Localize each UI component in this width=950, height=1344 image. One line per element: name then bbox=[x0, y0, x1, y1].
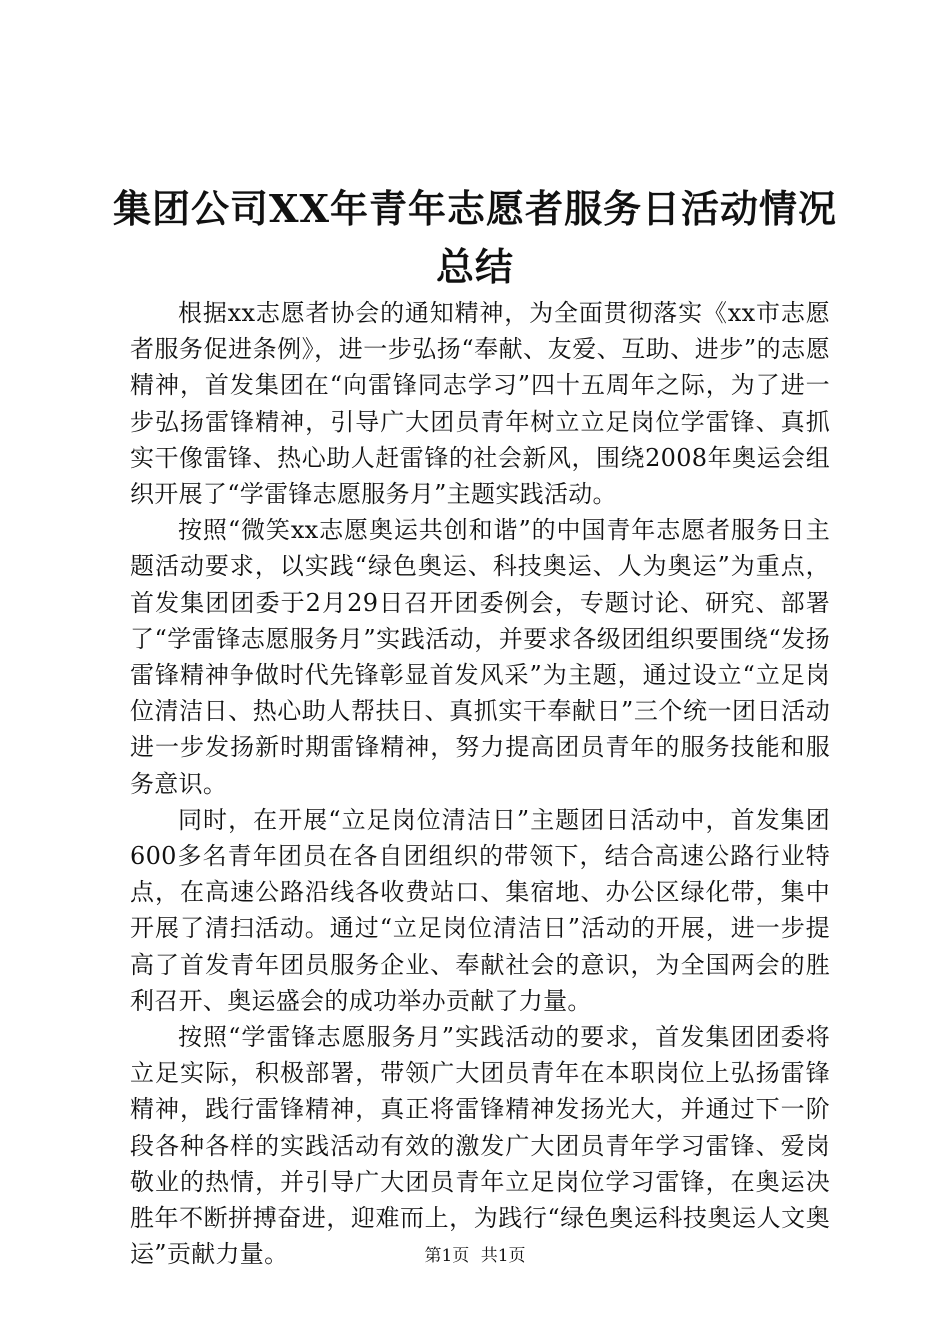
paragraph-1: 根据xx志愿者协会的通知精神，为全面贯彻落实《xx市志愿者服务促进条例》，进一步弘扬“奉献、友爱、互助、进步”的志愿精神，首发集团在“向雷锋同志学习”四十五周年之际，为了进一步弘扬雷锋精神，引导广大团员青年树立立足岗位学雷锋、真抓实干像雷锋、热心助人赶雷锋的社会新风，围绕2008年奥运会组织开展了“学雷锋志愿服务月”主题实践活动。 bbox=[130, 299, 830, 509]
paragraph-2: 按照“微笑xx志愿奥运共创和谐”的中国青年志愿者服务日主题活动要求，以实践“绿色奥运、科技奥运、人为奥运”为重点，首发集团团委于2月29日召开团委例会，专题讨论、研究、部署了“学雷锋志愿服务月”实践活动，并要求各级团组织要围绕“发扬雷锋精神争做时代先锋彰显首发风采”为主题，通过设立“立足岗位清洁日、热心助人帮扶日、真抓实干奉献日”三个统一团日活动进一步发扬新时期雷锋精神，努力提高团员青年的服务技能和服务意识。 bbox=[130, 516, 830, 798]
document-body bbox=[130, 295, 830, 1272]
page-total: 共1页 bbox=[480, 1246, 526, 1266]
page-number: 第1页 bbox=[424, 1246, 470, 1266]
page-title: 集团公司XX年青年志愿者服务日活动情况总结 bbox=[113, 186, 837, 289]
paragraph-4: 按照“学雷锋志愿服务月”实践活动的要求，首发集团团委将立足实际，积极部署，带领广大团员青年在本职岗位上弘扬雷锋精神，践行雷锋精神，真正将雷锋精神发扬光大，并通过下一阶段各种各样的实践活动有效的激发广大团员青年学习雷锋、爱岗敬业的热情，并引导广大团员青年立足岗位学习雷锋，在奥运决胜年不断拼搏奋进，迎难而上，为践行“绿色奥运科技奥运人文奥运”贡献力量。 bbox=[130, 1023, 830, 1269]
paragraph-3: 同时，在开展“立足岗位清洁日”主题团日活动中，首发集团600多名青年团员在各自团组织的带领下，结合高速公路行业特点，在高速公路沿线各收费站口、集宿地、办公区绿化带，集中开展了清扫活动。通过“立足岗位清洁日”活动的开展，进一步提高了首发青年团员服务企业、奉献社会的意识，为全国两会的胜利召开、奥运盛会的成功举办贡献了力量。 bbox=[130, 805, 830, 1015]
page-footer bbox=[0, 1244, 950, 1268]
